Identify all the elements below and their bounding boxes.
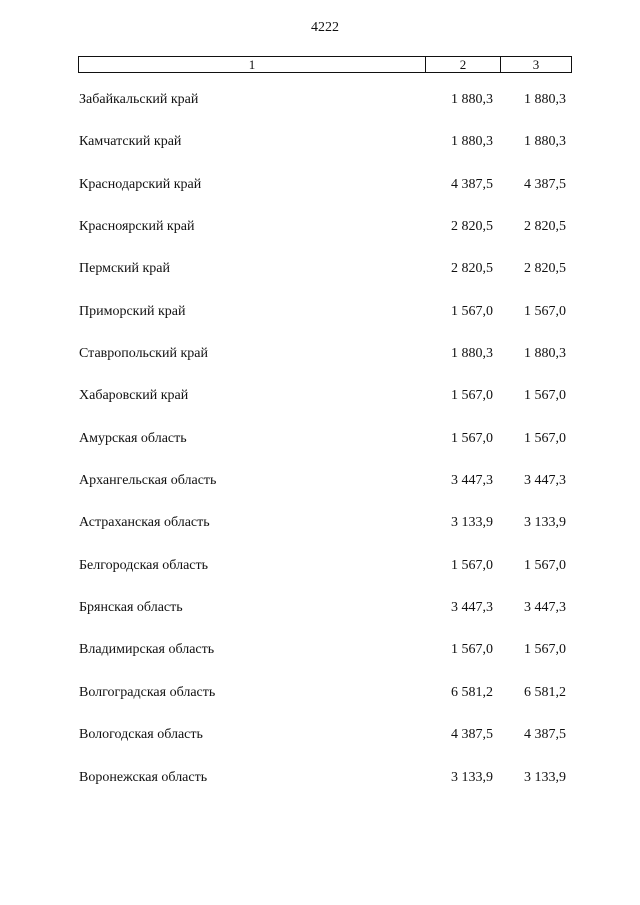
column-3-value: 1 567,0 (524, 557, 566, 573)
table-row (0, 88, 640, 130)
region-name: Владимирская область (79, 642, 215, 658)
column-3-value: 2 820,5 (524, 261, 566, 277)
column-2-value: 2 820,5 (451, 261, 493, 277)
region-name: Приморский край (79, 303, 186, 319)
column-2-value: 2 820,5 (451, 219, 493, 235)
column-2-value: 1 880,3 (451, 346, 493, 362)
column-2-value: 3 447,3 (451, 600, 493, 616)
header-column-3: 3 (532, 57, 540, 72)
column-3-value: 2 820,5 (524, 219, 566, 235)
column-2-value: 3 133,9 (451, 769, 493, 785)
header-column-2: 2 (426, 57, 501, 72)
table-body (0, 88, 640, 808)
region-name: Архангельская область (79, 473, 217, 489)
column-2-value: 6 581,2 (451, 684, 493, 700)
column-3-value: 3 133,9 (524, 769, 566, 785)
column-3-value: 3 447,3 (524, 473, 566, 489)
table-row (0, 342, 640, 384)
table-row (0, 130, 640, 172)
region-name: Пермский край (79, 261, 170, 277)
region-name: Амурская область (79, 430, 187, 446)
region-name: Хабаровский край (79, 388, 189, 404)
column-2-value: 1 567,0 (451, 642, 493, 658)
region-name: Астраханская область (79, 515, 210, 531)
column-3-value: 1 880,3 (524, 134, 566, 150)
column-3-value: 1 567,0 (524, 388, 566, 404)
table-row (0, 215, 640, 257)
table-row (0, 681, 640, 723)
page-number: 4222 (311, 20, 339, 35)
column-3-value: 1 567,0 (524, 642, 566, 658)
column-2-value: 1 567,0 (451, 557, 493, 573)
column-3-value: 3 447,3 (524, 600, 566, 616)
column-3-value: 6 581,2 (524, 684, 566, 700)
column-2-value: 1 567,0 (451, 430, 493, 446)
column-2-value: 1 567,0 (451, 303, 493, 319)
column-2-value: 1 567,0 (451, 388, 493, 404)
region-name: Волгоградская область (79, 684, 216, 700)
column-3-value: 4 387,5 (524, 727, 566, 743)
table-row (0, 469, 640, 511)
table-row (0, 384, 640, 426)
table-row (0, 300, 640, 342)
region-name: Ставропольский край (79, 346, 208, 362)
column-3-value: 1 567,0 (524, 430, 566, 446)
column-2-value: 4 387,5 (451, 176, 493, 192)
region-name: Вологодская область (79, 727, 203, 743)
region-name: Красноярский край (79, 219, 195, 235)
region-name: Белгородская область (79, 557, 209, 573)
table-row (0, 723, 640, 765)
header-column-1: 1 (79, 57, 426, 72)
region-name: Забайкальский край (79, 92, 199, 107)
table-row (0, 554, 640, 596)
region-name: Камчатский край (79, 134, 182, 150)
column-3-value: 1 567,0 (524, 303, 566, 319)
table-row (0, 511, 640, 553)
column-3-value: 4 387,5 (524, 176, 566, 192)
region-name: Воронежская область (79, 769, 208, 785)
table-header (78, 56, 572, 73)
table-row (0, 596, 640, 638)
column-3-value: 3 133,9 (524, 515, 566, 531)
column-2-value: 3 133,9 (451, 515, 493, 531)
column-2-value: 3 447,3 (451, 473, 493, 489)
table-row (0, 766, 640, 808)
column-2-value: 4 387,5 (451, 727, 493, 743)
column-2-value: 1 880,3 (451, 134, 493, 150)
table-row (0, 173, 640, 215)
table-row (0, 427, 640, 469)
table-row (0, 638, 640, 680)
column-3-value: 1 880,3 (524, 346, 566, 362)
region-name: Краснодарский край (79, 176, 202, 192)
column-2-value: 1 880,3 (451, 92, 493, 107)
region-name: Брянская область (79, 600, 183, 616)
table-row (0, 257, 640, 299)
column-3-value: 1 880,3 (524, 92, 566, 107)
